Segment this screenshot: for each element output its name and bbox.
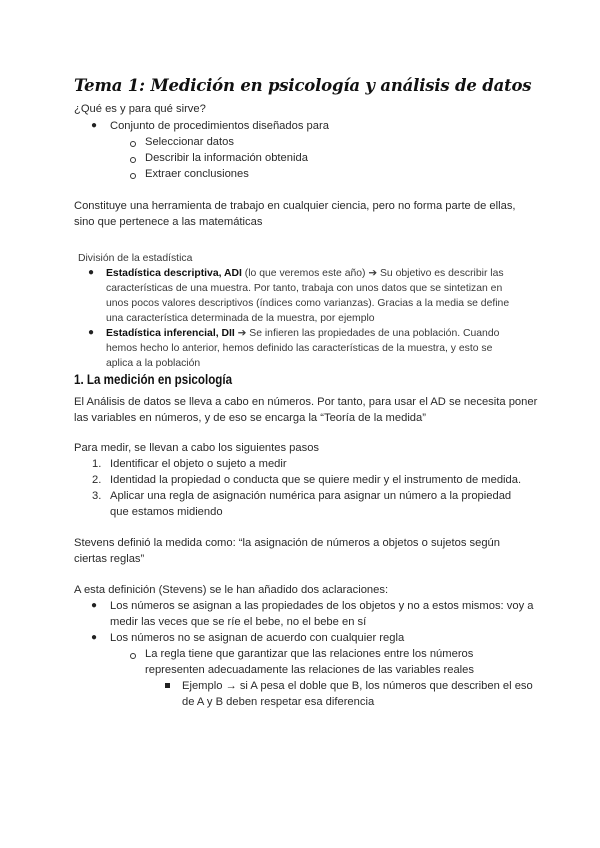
descriptive-rest: (lo que veremos este año) ➔ Su objetivo es describir las	[241, 268, 504, 279]
intro-subitem: Seleccionar datos	[145, 136, 234, 148]
bullet-dot: ●	[91, 600, 98, 611]
circle-bullet	[130, 157, 136, 163]
aclaracion-line: Los números se asignan a las propiedades de los objetos y no a estos mismos: voy a	[110, 600, 534, 612]
division-descriptive-line: características de una muestra. Por tanto, trabaja con unos datos que se sintetizan en	[106, 283, 503, 294]
inferential-bold: Estadística inferencial, DII	[106, 328, 235, 339]
circle-bullet	[130, 141, 136, 147]
division-descriptive-line: una característica determinada de la muestra, por ejemplo	[106, 313, 375, 324]
square-bullet	[165, 683, 170, 688]
intro-item: Conjunto de procedimientos diseñados para	[110, 120, 329, 132]
step-number: 2.	[92, 474, 102, 486]
aclaracion-line: medir las veces que se ríe el bebe, no el bebe en sí	[110, 616, 367, 628]
division-descriptive-line	[106, 266, 504, 282]
intro-paragraph-line: sino que pertenece a las matemáticas	[74, 216, 263, 228]
aclaracion-sub-line: representen adecuadamente las relaciones de las variables reales	[145, 664, 474, 676]
inferential-rest: ➔ Se infieren las propiedades de una población. Cuando	[234, 328, 500, 339]
bullet-dot: ●	[88, 327, 95, 338]
steps-intro: Para medir, se llevan a cabo los siguientes pasos	[74, 442, 320, 454]
intro-subitem: Extraer conclusiones	[145, 168, 249, 180]
circle-bullet	[130, 653, 136, 659]
step-text: Aplicar una regla de asignación numérica para asignar un número a la propiedad	[110, 490, 512, 502]
example-line: de A y B deben respetar esa diferencia	[182, 696, 375, 708]
step-text: que estamos midiendo	[110, 506, 223, 518]
aclaracion-sub-line: La regla tiene que garantizar que las relaciones entre los números	[145, 648, 474, 660]
stevens-line: ciertas reglas”	[74, 553, 145, 565]
intro-subitem: Describir la información obtenida	[145, 152, 308, 164]
section-heading: 1. La medición en psicología	[74, 372, 233, 387]
circle-bullet	[130, 173, 136, 179]
aclaraciones-intro: A esta definición (Stevens) se le han añadido dos aclaraciones:	[74, 584, 389, 596]
step-number: 3.	[92, 490, 102, 502]
step-text: Identidad la propiedad o conducta que se quiere medir y el instrumento de medida.	[110, 474, 522, 486]
example-line: Ejemplo → si A pesa el doble que B, los números que describen el eso	[182, 680, 533, 692]
division-inferential-line	[106, 326, 499, 342]
step-number: 1.	[92, 458, 102, 470]
division-inferential-line: aplica a la población	[106, 358, 201, 369]
bullet-dot: ●	[91, 632, 98, 643]
intro-question: ¿Qué es y para qué sirve?	[74, 103, 206, 115]
division-inferential-line: hemos hecho lo anterior, hemos definido las características de la muestra, y esto se	[106, 343, 493, 354]
descriptive-bold: Estadística descriptiva, ADI	[106, 268, 242, 279]
intro-paragraph-line: Constituye una herramienta de trabajo en cualquier ciencia, pero no forma parte de ellas,	[74, 200, 516, 212]
aclaracion-line: Los números no se asignan de acuerdo con cualquier regla	[110, 632, 405, 644]
page-title: Tema 1: Medición en psicología y análisis de datos	[74, 76, 532, 95]
section-paragraph-line: las variables en números, y de eso se encarga la “Teoría de la medida”	[74, 412, 426, 424]
step-text: Identificar el objeto o sujeto a medir	[110, 458, 287, 470]
division-descriptive-line: unos pocos valores descriptivos (índices como varianzas). Gracias a la media se define	[106, 298, 510, 309]
bullet-dot: ●	[91, 120, 98, 131]
division-heading: División de la estadística	[78, 253, 193, 264]
stevens-line: Stevens definió la medida como: “la asignación de números a objetos o sujetos según	[74, 537, 501, 549]
bullet-dot: ●	[88, 267, 95, 278]
section-paragraph-line: El Análisis de datos se lleva a cabo en números. Por tanto, para usar el AD se necesita poner	[74, 396, 538, 408]
